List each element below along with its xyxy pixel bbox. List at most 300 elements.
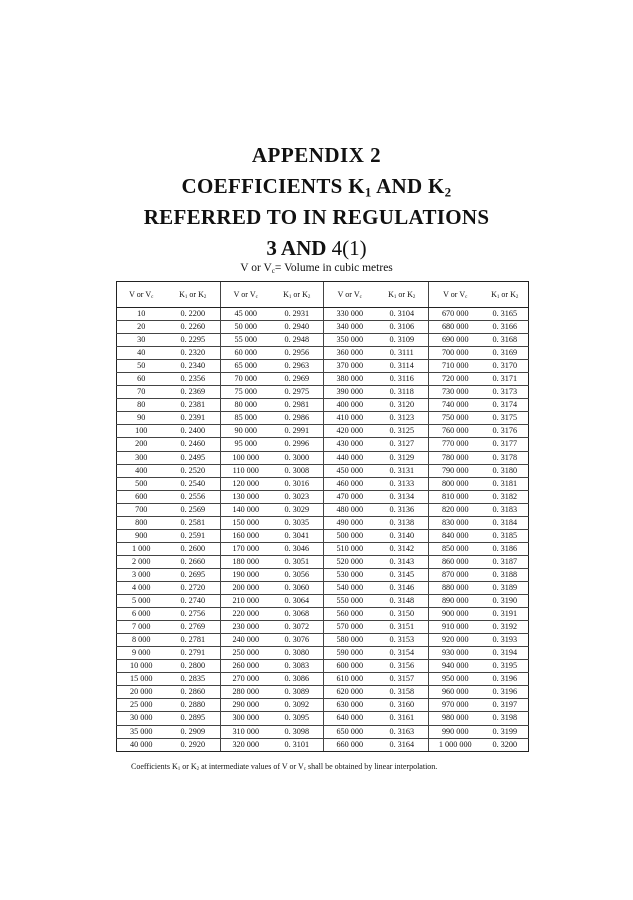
volume-cell: 450 000 bbox=[324, 464, 376, 477]
coefficient-cell: 0. 2791 bbox=[166, 647, 221, 660]
header-text: K bbox=[491, 290, 497, 299]
coefficient-cell: 0. 3072 bbox=[271, 621, 324, 634]
title-text: 3 AND bbox=[266, 236, 332, 260]
coefficient-cell: 0. 3166 bbox=[482, 321, 529, 334]
volume-cell: 850 000 bbox=[429, 542, 482, 555]
volume-cell: 740 000 bbox=[429, 399, 482, 412]
coefficient-cell: 0. 3189 bbox=[482, 581, 529, 594]
volume-cell: 6 000 bbox=[117, 608, 166, 621]
volume-cell: 430 000 bbox=[324, 438, 376, 451]
title-text: AND K bbox=[371, 174, 445, 198]
table-row bbox=[117, 634, 529, 647]
volume-cell: 65 000 bbox=[221, 360, 271, 373]
volume-cell: 40 000 bbox=[117, 738, 166, 751]
volume-cell: 80 000 bbox=[221, 399, 271, 412]
note-subscript: 2 bbox=[196, 767, 200, 773]
volume-cell: 840 000 bbox=[429, 529, 482, 542]
table-row bbox=[117, 595, 529, 608]
volume-cell: 880 000 bbox=[429, 581, 482, 594]
coefficient-cell: 0. 3056 bbox=[271, 568, 324, 581]
volume-cell: 200 000 bbox=[221, 581, 271, 594]
header-text: or K bbox=[396, 290, 413, 299]
coefficient-cell: 0. 3195 bbox=[482, 660, 529, 673]
appendix-title: APPENDIX 2 bbox=[251, 143, 382, 167]
coefficient-cell: 0. 3200 bbox=[482, 738, 529, 751]
table-row bbox=[117, 608, 529, 621]
volume-cell: 40 bbox=[117, 347, 166, 360]
volume-cell: 45 000 bbox=[221, 308, 271, 321]
volume-cell: 140 000 bbox=[221, 503, 271, 516]
legend-text: = Volume in cubic metres bbox=[274, 262, 393, 274]
volume-cell: 520 000 bbox=[324, 555, 376, 568]
coefficient-cell: 0. 3086 bbox=[271, 673, 324, 686]
coefficient-cell: 0. 3136 bbox=[376, 503, 429, 516]
note-text: at intermediate values of V or V bbox=[199, 762, 304, 771]
coefficient-cell: 0. 3148 bbox=[376, 595, 429, 608]
volume-cell: 280 000 bbox=[221, 686, 271, 699]
coefficient-cell: 0. 3168 bbox=[482, 334, 529, 347]
volume-cell: 100 bbox=[117, 425, 166, 438]
volume-cell: 4 000 bbox=[117, 581, 166, 594]
coefficient-cell: 0. 3151 bbox=[376, 621, 429, 634]
coefficient-cell: 0. 3153 bbox=[376, 634, 429, 647]
volume-cell: 340 000 bbox=[324, 321, 376, 334]
column-header bbox=[117, 282, 166, 308]
coefficient-cell: 0. 3146 bbox=[376, 581, 429, 594]
coefficient-cell: 0. 3182 bbox=[482, 490, 529, 503]
volume-cell: 680 000 bbox=[429, 321, 482, 334]
coefficient-cell: 0. 3089 bbox=[271, 686, 324, 699]
coefficient-cell: 0. 3016 bbox=[271, 477, 324, 490]
volume-cell: 20 bbox=[117, 321, 166, 334]
coefficient-cell: 0. 2340 bbox=[166, 360, 221, 373]
volume-cell: 50 bbox=[117, 360, 166, 373]
volume-cell: 580 000 bbox=[324, 634, 376, 647]
table-row bbox=[117, 555, 529, 568]
volume-cell: 190 000 bbox=[221, 568, 271, 581]
coefficient-cell: 0. 2956 bbox=[271, 347, 324, 360]
volume-cell: 820 000 bbox=[429, 503, 482, 516]
column-header bbox=[166, 282, 221, 308]
volume-cell: 110 000 bbox=[221, 464, 271, 477]
coefficient-cell: 0. 2320 bbox=[166, 347, 221, 360]
coefficient-cell: 0. 3023 bbox=[271, 490, 324, 503]
coefficient-cell: 0. 3169 bbox=[482, 347, 529, 360]
coefficient-cell: 0. 3185 bbox=[482, 529, 529, 542]
title-block bbox=[0, 140, 633, 264]
header-text: or K bbox=[187, 290, 204, 299]
header-text: V or V bbox=[337, 290, 360, 299]
coefficient-cell: 0. 2200 bbox=[166, 308, 221, 321]
table-row bbox=[117, 516, 529, 529]
coefficient-cell: 0. 2369 bbox=[166, 386, 221, 399]
volume-cell: 750 000 bbox=[429, 412, 482, 425]
volume-cell: 500 bbox=[117, 477, 166, 490]
header-subscript: 2 bbox=[307, 295, 311, 301]
table-row bbox=[117, 581, 529, 594]
table-row bbox=[117, 738, 529, 751]
volume-cell: 50 000 bbox=[221, 321, 271, 334]
coefficient-cell: 0. 3098 bbox=[271, 725, 324, 738]
coefficient-cell: 0. 2400 bbox=[166, 425, 221, 438]
coefficient-cell: 0. 3134 bbox=[376, 490, 429, 503]
coefficient-cell: 0. 2381 bbox=[166, 399, 221, 412]
coefficient-cell: 0. 3125 bbox=[376, 425, 429, 438]
coefficient-cell: 0. 2581 bbox=[166, 516, 221, 529]
volume-cell: 7 000 bbox=[117, 621, 166, 634]
coefficient-cell: 0. 3196 bbox=[482, 673, 529, 686]
coefficient-cell: 0. 3181 bbox=[482, 477, 529, 490]
table-row bbox=[117, 490, 529, 503]
coefficient-cell: 0. 3174 bbox=[482, 399, 529, 412]
coefficient-cell: 0. 3194 bbox=[482, 647, 529, 660]
coefficient-cell: 0. 3123 bbox=[376, 412, 429, 425]
header-subscript: 1 bbox=[288, 295, 292, 301]
coefficient-cell: 0. 3158 bbox=[376, 686, 429, 699]
header-subscript: c bbox=[151, 295, 154, 301]
volume-cell: 8 000 bbox=[117, 634, 166, 647]
coefficient-cell: 0. 3197 bbox=[482, 699, 529, 712]
coefficient-cell: 0. 2600 bbox=[166, 542, 221, 555]
coefficient-cell: 0. 2720 bbox=[166, 581, 221, 594]
volume-cell: 500 000 bbox=[324, 529, 376, 542]
volume-cell: 640 000 bbox=[324, 712, 376, 725]
header-subscript: 1 bbox=[496, 295, 500, 301]
volume-cell: 100 000 bbox=[221, 451, 271, 464]
volume-cell: 130 000 bbox=[221, 490, 271, 503]
coefficient-cell: 0. 3131 bbox=[376, 464, 429, 477]
coefficient-cell: 0. 2740 bbox=[166, 595, 221, 608]
note-text: Coefficients K bbox=[131, 762, 178, 771]
volume-cell: 300 000 bbox=[221, 712, 271, 725]
volume-cell: 620 000 bbox=[324, 686, 376, 699]
volume-cell: 940 000 bbox=[429, 660, 482, 673]
coefficient-cell: 0. 2495 bbox=[166, 451, 221, 464]
coefficient-cell: 0. 3190 bbox=[482, 595, 529, 608]
coefficient-cell: 0. 3145 bbox=[376, 568, 429, 581]
volume-cell: 390 000 bbox=[324, 386, 376, 399]
volume-cell: 720 000 bbox=[429, 373, 482, 386]
coefficient-cell: 0. 3160 bbox=[376, 699, 429, 712]
volume-cell: 370 000 bbox=[324, 360, 376, 373]
coefficient-cell: 0. 3068 bbox=[271, 608, 324, 621]
legend-text: V or V bbox=[240, 262, 272, 274]
header-subscript: 1 bbox=[393, 295, 397, 301]
volume-cell: 700 000 bbox=[429, 347, 482, 360]
regulations-title bbox=[0, 233, 633, 264]
coefficient-cell: 0. 2460 bbox=[166, 438, 221, 451]
coefficient-cell: 0. 3041 bbox=[271, 529, 324, 542]
coefficient-cell: 0. 2260 bbox=[166, 321, 221, 334]
coefficient-cell: 0. 3104 bbox=[376, 308, 429, 321]
volume-cell: 15 000 bbox=[117, 673, 166, 686]
volume-cell: 10 bbox=[117, 308, 166, 321]
volume-cell: 920 000 bbox=[429, 634, 482, 647]
volume-cell: 600 000 bbox=[324, 660, 376, 673]
volume-cell: 810 000 bbox=[429, 490, 482, 503]
table-row bbox=[117, 712, 529, 725]
coefficient-cell: 0. 2356 bbox=[166, 373, 221, 386]
volume-cell: 700 bbox=[117, 503, 166, 516]
volume-cell: 80 bbox=[117, 399, 166, 412]
coefficient-cell: 0. 2391 bbox=[166, 412, 221, 425]
volume-cell: 540 000 bbox=[324, 581, 376, 594]
note-text: shall be obtained by linear interpolation. bbox=[306, 762, 438, 771]
coefficient-cell: 0. 3150 bbox=[376, 608, 429, 621]
coefficient-cell: 0. 3127 bbox=[376, 438, 429, 451]
coefficient-cell: 0. 3111 bbox=[376, 347, 429, 360]
coefficient-cell: 0. 3143 bbox=[376, 555, 429, 568]
volume-cell: 660 000 bbox=[324, 738, 376, 751]
table-row bbox=[117, 373, 529, 386]
coefficient-cell: 0. 3083 bbox=[271, 660, 324, 673]
header-text: or K bbox=[291, 290, 308, 299]
coefficient-cell: 0. 3118 bbox=[376, 386, 429, 399]
volume-cell: 860 000 bbox=[429, 555, 482, 568]
volume-cell: 900 000 bbox=[429, 608, 482, 621]
title-subscript: 1 bbox=[364, 184, 372, 200]
coefficient-cell: 0. 3191 bbox=[482, 608, 529, 621]
coefficient-cell: 0. 3184 bbox=[482, 516, 529, 529]
volume-cell: 90 000 bbox=[221, 425, 271, 438]
column-header bbox=[429, 282, 482, 308]
coefficient-cell: 0. 3178 bbox=[482, 451, 529, 464]
volume-cell: 570 000 bbox=[324, 621, 376, 634]
volume-cell: 200 bbox=[117, 438, 166, 451]
table-row bbox=[117, 399, 529, 412]
volume-cell: 75 000 bbox=[221, 386, 271, 399]
table-row bbox=[117, 334, 529, 347]
volume-cell: 55 000 bbox=[221, 334, 271, 347]
coefficient-cell: 0. 2986 bbox=[271, 412, 324, 425]
table-row bbox=[117, 438, 529, 451]
volume-cell: 870 000 bbox=[429, 568, 482, 581]
table-row bbox=[117, 360, 529, 373]
volume-cell: 550 000 bbox=[324, 595, 376, 608]
coefficient-cell: 0. 3175 bbox=[482, 412, 529, 425]
coefficient-cell: 0. 2948 bbox=[271, 334, 324, 347]
volume-cell: 630 000 bbox=[324, 699, 376, 712]
header-text: or K bbox=[499, 290, 516, 299]
volume-cell: 160 000 bbox=[221, 529, 271, 542]
volume-cell: 690 000 bbox=[429, 334, 482, 347]
volume-cell: 35 000 bbox=[117, 725, 166, 738]
volume-cell: 260 000 bbox=[221, 660, 271, 673]
header-text: K bbox=[283, 290, 289, 299]
coefficients-title bbox=[0, 171, 633, 202]
coefficient-cell: 0. 2660 bbox=[166, 555, 221, 568]
interpolation-note bbox=[131, 762, 437, 771]
volume-cell: 25 000 bbox=[117, 699, 166, 712]
coefficient-cell: 0. 2540 bbox=[166, 477, 221, 490]
coefficient-cell: 0. 3129 bbox=[376, 451, 429, 464]
volume-cell: 420 000 bbox=[324, 425, 376, 438]
coefficient-cell: 0. 2769 bbox=[166, 621, 221, 634]
volume-cell: 150 000 bbox=[221, 516, 271, 529]
coefficient-cell: 0. 3177 bbox=[482, 438, 529, 451]
coefficient-cell: 0. 3095 bbox=[271, 712, 324, 725]
volume-cell: 410 000 bbox=[324, 412, 376, 425]
coefficient-cell: 0. 2920 bbox=[166, 738, 221, 751]
coefficient-cell: 0. 3183 bbox=[482, 503, 529, 516]
header-subscript: 1 bbox=[184, 295, 188, 301]
coefficient-cell: 0. 3196 bbox=[482, 686, 529, 699]
volume-cell: 530 000 bbox=[324, 568, 376, 581]
coefficient-cell: 0. 3180 bbox=[482, 464, 529, 477]
coefficient-cell: 0. 2295 bbox=[166, 334, 221, 347]
volume-cell: 2 000 bbox=[117, 555, 166, 568]
table-row bbox=[117, 425, 529, 438]
coefficient-cell: 0. 3156 bbox=[376, 660, 429, 673]
table-row bbox=[117, 647, 529, 660]
volume-cell: 240 000 bbox=[221, 634, 271, 647]
coefficient-cell: 0. 3192 bbox=[482, 621, 529, 634]
volume-cell: 230 000 bbox=[221, 621, 271, 634]
table-row bbox=[117, 621, 529, 634]
table-row bbox=[117, 542, 529, 555]
coefficient-cell: 0. 3171 bbox=[482, 373, 529, 386]
table-row bbox=[117, 673, 529, 686]
coefficient-cell: 0. 2880 bbox=[166, 699, 221, 712]
note-subscript: 1 bbox=[177, 767, 181, 773]
volume-cell: 220 000 bbox=[221, 608, 271, 621]
volume-cell: 510 000 bbox=[324, 542, 376, 555]
volume-cell: 95 000 bbox=[221, 438, 271, 451]
coefficient-cell: 0. 2860 bbox=[166, 686, 221, 699]
coefficient-cell: 0. 3133 bbox=[376, 477, 429, 490]
volume-cell: 360 000 bbox=[324, 347, 376, 360]
coefficient-cell: 0. 2756 bbox=[166, 608, 221, 621]
volume-cell: 400 000 bbox=[324, 399, 376, 412]
header-text: V or V bbox=[129, 290, 152, 299]
coefficient-cell: 0. 2996 bbox=[271, 438, 324, 451]
coefficient-cell: 0. 3154 bbox=[376, 647, 429, 660]
volume-cell: 900 bbox=[117, 529, 166, 542]
coefficient-cell: 0. 3035 bbox=[271, 516, 324, 529]
coefficient-cell: 0. 2991 bbox=[271, 425, 324, 438]
volume-cell: 970 000 bbox=[429, 699, 482, 712]
header-subscript: c bbox=[359, 295, 362, 301]
table-row bbox=[117, 529, 529, 542]
table-row bbox=[117, 660, 529, 673]
coefficient-cell: 0. 2695 bbox=[166, 568, 221, 581]
table-row bbox=[117, 503, 529, 516]
title-subscript: 2 bbox=[444, 184, 452, 200]
header-subscript: c bbox=[255, 295, 258, 301]
volume-cell: 30 000 bbox=[117, 712, 166, 725]
volume-cell: 70 000 bbox=[221, 373, 271, 386]
volume-cell: 480 000 bbox=[324, 503, 376, 516]
coefficient-cell: 0. 2940 bbox=[271, 321, 324, 334]
coefficient-cell: 0. 2931 bbox=[271, 308, 324, 321]
coefficient-cell: 0. 3199 bbox=[482, 725, 529, 738]
volume-cell: 760 000 bbox=[429, 425, 482, 438]
volume-cell: 650 000 bbox=[324, 725, 376, 738]
volume-cell: 800 000 bbox=[429, 477, 482, 490]
volume-cell: 610 000 bbox=[324, 673, 376, 686]
volume-cell: 170 000 bbox=[221, 542, 271, 555]
coefficient-cell: 0. 3161 bbox=[376, 712, 429, 725]
coefficient-cell: 0. 3157 bbox=[376, 673, 429, 686]
volume-cell: 440 000 bbox=[324, 451, 376, 464]
column-header bbox=[324, 282, 376, 308]
table-row bbox=[117, 386, 529, 399]
coefficient-cell: 0. 3080 bbox=[271, 647, 324, 660]
coefficient-cell: 0. 2569 bbox=[166, 503, 221, 516]
volume-cell: 470 000 bbox=[324, 490, 376, 503]
header-subscript: 2 bbox=[203, 295, 207, 301]
volume-cell: 670 000 bbox=[429, 308, 482, 321]
note-subscript: c bbox=[303, 767, 306, 773]
coefficient-cell: 0. 3170 bbox=[482, 360, 529, 373]
coefficient-cell: 0. 3101 bbox=[271, 738, 324, 751]
coefficient-cell: 0. 2969 bbox=[271, 373, 324, 386]
table-row bbox=[117, 321, 529, 334]
volume-cell: 560 000 bbox=[324, 608, 376, 621]
coefficient-cell: 0. 3109 bbox=[376, 334, 429, 347]
coefficient-cell: 0. 2981 bbox=[271, 399, 324, 412]
volume-cell: 70 bbox=[117, 386, 166, 399]
table-row bbox=[117, 412, 529, 425]
coefficient-cell: 0. 2835 bbox=[166, 673, 221, 686]
volume-cell: 320 000 bbox=[221, 738, 271, 751]
volume-cell: 990 000 bbox=[429, 725, 482, 738]
coefficient-cell: 0. 3187 bbox=[482, 555, 529, 568]
volume-cell: 300 bbox=[117, 451, 166, 464]
coefficient-cell: 0. 3173 bbox=[482, 386, 529, 399]
volume-cell: 980 000 bbox=[429, 712, 482, 725]
coefficient-cell: 0. 3164 bbox=[376, 738, 429, 751]
volume-cell: 780 000 bbox=[429, 451, 482, 464]
volume-cell: 830 000 bbox=[429, 516, 482, 529]
coefficient-cell: 0. 3064 bbox=[271, 595, 324, 608]
coefficient-cell: 0. 3176 bbox=[482, 425, 529, 438]
coefficient-cell: 0. 2591 bbox=[166, 529, 221, 542]
volume-cell: 950 000 bbox=[429, 673, 482, 686]
coefficient-cell: 0. 3116 bbox=[376, 373, 429, 386]
volume-cell: 960 000 bbox=[429, 686, 482, 699]
volume-legend bbox=[0, 262, 633, 274]
coefficient-cell: 0. 3114 bbox=[376, 360, 429, 373]
volume-cell: 350 000 bbox=[324, 334, 376, 347]
coefficient-cell: 0. 3008 bbox=[271, 464, 324, 477]
volume-cell: 250 000 bbox=[221, 647, 271, 660]
coefficient-cell: 0. 2800 bbox=[166, 660, 221, 673]
volume-cell: 270 000 bbox=[221, 673, 271, 686]
coefficient-cell: 0. 3076 bbox=[271, 634, 324, 647]
header-text: K bbox=[388, 290, 394, 299]
header-text: V or V bbox=[233, 290, 256, 299]
coefficient-cell: 0. 2781 bbox=[166, 634, 221, 647]
volume-cell: 1 000 bbox=[117, 542, 166, 555]
title-text: COEFFICIENTS K bbox=[181, 174, 365, 198]
coefficient-cell: 0. 3120 bbox=[376, 399, 429, 412]
volume-cell: 120 000 bbox=[221, 477, 271, 490]
coefficient-cell: 0. 2520 bbox=[166, 464, 221, 477]
volume-cell: 3 000 bbox=[117, 568, 166, 581]
coefficient-cell: 0. 3140 bbox=[376, 529, 429, 542]
table-row bbox=[117, 477, 529, 490]
table-body bbox=[117, 308, 529, 752]
table-row bbox=[117, 568, 529, 581]
volume-cell: 90 bbox=[117, 412, 166, 425]
table-row bbox=[117, 699, 529, 712]
volume-cell: 30 bbox=[117, 334, 166, 347]
table-row bbox=[117, 464, 529, 477]
coefficient-cell: 0. 3188 bbox=[482, 568, 529, 581]
volume-cell: 600 bbox=[117, 490, 166, 503]
coefficient-cell: 0. 2909 bbox=[166, 725, 221, 738]
